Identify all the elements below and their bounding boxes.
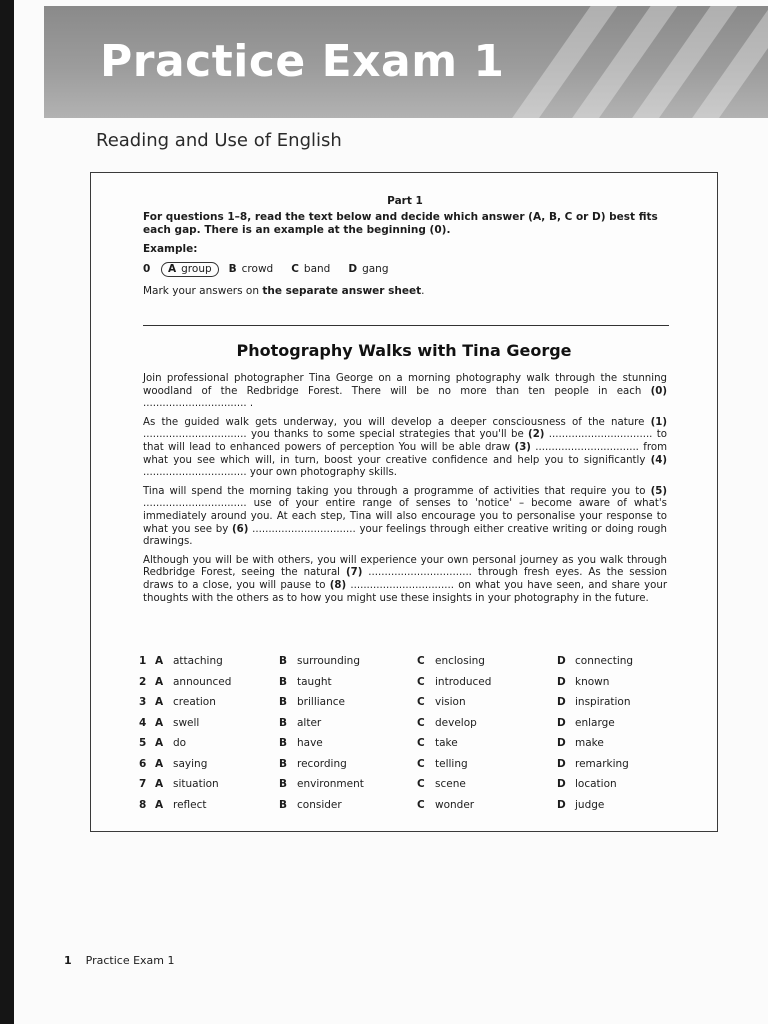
option-a: 5 A do — [139, 737, 187, 749]
example-option-word: crowd — [241, 263, 274, 275]
passage-text — [143, 373, 667, 611]
paragraph: As the guided walk gets underway, you will develop a deeper consciousness of the nature (1) ................................ you thanks to some special strategies that you'll be (2) ................................ to that will lead to enhanced powers of perception You will be able draw (3) ................................ from what you see which will, in turn, boost your creative confidence and help you to significantly (4) ................................ your own photography skills. — [143, 416, 667, 479]
page-title: Practice Exam 1 — [100, 36, 505, 87]
example-number: 0 — [143, 263, 151, 275]
option-row — [139, 717, 699, 738]
option-a: 2 A announced — [139, 675, 232, 688]
answer-sheet-note: Mark your answers on the separate answer sheet. — [143, 285, 425, 297]
paragraph: Tina will spend the morning taking you through a programme of activities that require you to (5) ................................ use of your entire range of senses to 'notice' – become aware of what's immediately around you. At each step, Tina will also encourage you to personalise your response to what you see by (6) ................................ your feelings through either creative writing or doing rough drawings. — [143, 485, 667, 548]
example-answer-circled: A group — [161, 262, 219, 277]
divider — [143, 325, 669, 326]
option-b: B alter — [279, 716, 322, 729]
example-option-word: gang — [362, 263, 389, 275]
option-b: B environment — [279, 778, 364, 790]
option-c: C wonder — [417, 798, 475, 811]
option-a: 3 A creation — [139, 696, 216, 708]
example-option-letter: C — [291, 263, 299, 275]
page-number: 1 — [64, 954, 72, 967]
option-row — [139, 696, 699, 717]
page-footer — [64, 954, 175, 967]
option-b: B consider — [279, 798, 342, 811]
example-option-word: band — [303, 263, 331, 275]
gap-5: (5) — [650, 485, 667, 497]
option-d: D connecting — [557, 655, 634, 667]
instructions — [143, 195, 667, 298]
option-d: D location — [557, 778, 617, 790]
option-d: D judge — [557, 798, 605, 811]
option-row — [139, 655, 699, 676]
option-a: 6 A saying — [139, 757, 208, 770]
option-b: B have — [279, 737, 323, 749]
gap-1: (1) — [650, 416, 667, 428]
option-d: D remarking — [557, 757, 629, 770]
option-d: D inspiration — [557, 696, 631, 708]
option-c: C develop — [417, 716, 477, 729]
gap-4: (4) — [650, 454, 667, 466]
gap-0: (0) — [650, 385, 667, 397]
option-a: 1 A attaching — [139, 655, 223, 667]
example-label: Example: — [143, 243, 198, 255]
option-a: 4 A swell — [139, 716, 200, 729]
gap-2: (2) — [528, 429, 545, 441]
section-title: Reading and Use of English — [96, 130, 342, 151]
part-label: Part 1 — [387, 195, 423, 207]
passage-title: Photography Walks with Tina George — [236, 341, 572, 360]
question-instructions: For questions 1–8, read the text below and decide which answer (A, B, C or D) best fits each gap. There is an example at the beginning (0). — [143, 211, 658, 236]
option-d: D make — [557, 737, 604, 749]
option-a: 8 A reflect — [139, 798, 207, 811]
option-row — [139, 799, 699, 820]
page-left-edge — [0, 0, 14, 1024]
gap-6: (6) — [231, 523, 249, 535]
gap-3: (3) — [514, 441, 531, 453]
gap-7: (7) — [345, 567, 363, 579]
example-option-letter: D — [348, 263, 358, 275]
gap-8: (8) — [329, 579, 347, 591]
option-c: C telling — [417, 757, 468, 770]
paragraph: Although you will be with others, you will experience your own personal journey as you walk through Redbridge Forest, seeing the natural (7) ................................ through fresh eyes. As the session draws to a close, you will pause to (8) ................................ on what you have seen, and share your thoughts with the others as to how you might use these insights in your photography in the future. — [143, 554, 668, 604]
option-b: B surrounding — [279, 655, 360, 667]
option-a: 7 A situation — [139, 778, 219, 790]
option-row — [139, 676, 699, 697]
example-row — [143, 262, 667, 277]
option-c: C take — [417, 737, 458, 749]
example-option-letter: B — [228, 263, 237, 275]
paragraph: Join professional photographer Tina George on a morning photography walk through the stunning woodland of the Redbridge Forest. There will be no more than ten people in each (0) ................................ . — [143, 373, 667, 410]
option-c: C enclosing — [417, 655, 485, 667]
option-row — [139, 758, 699, 779]
answer-options — [139, 655, 699, 819]
option-b: B brilliance — [279, 696, 345, 708]
option-c: C introduced — [417, 675, 492, 688]
exam-part-box — [90, 172, 718, 832]
option-d: D enlarge — [557, 716, 615, 729]
option-c: C vision — [417, 696, 466, 708]
option-d: D known — [557, 675, 610, 688]
header-banner — [44, 6, 768, 118]
option-row — [139, 778, 699, 799]
option-b: B taught — [279, 675, 332, 688]
option-row — [139, 737, 699, 758]
option-b: B recording — [279, 757, 347, 770]
footer-label: Practice Exam 1 — [85, 954, 175, 967]
option-c: C scene — [417, 778, 466, 790]
